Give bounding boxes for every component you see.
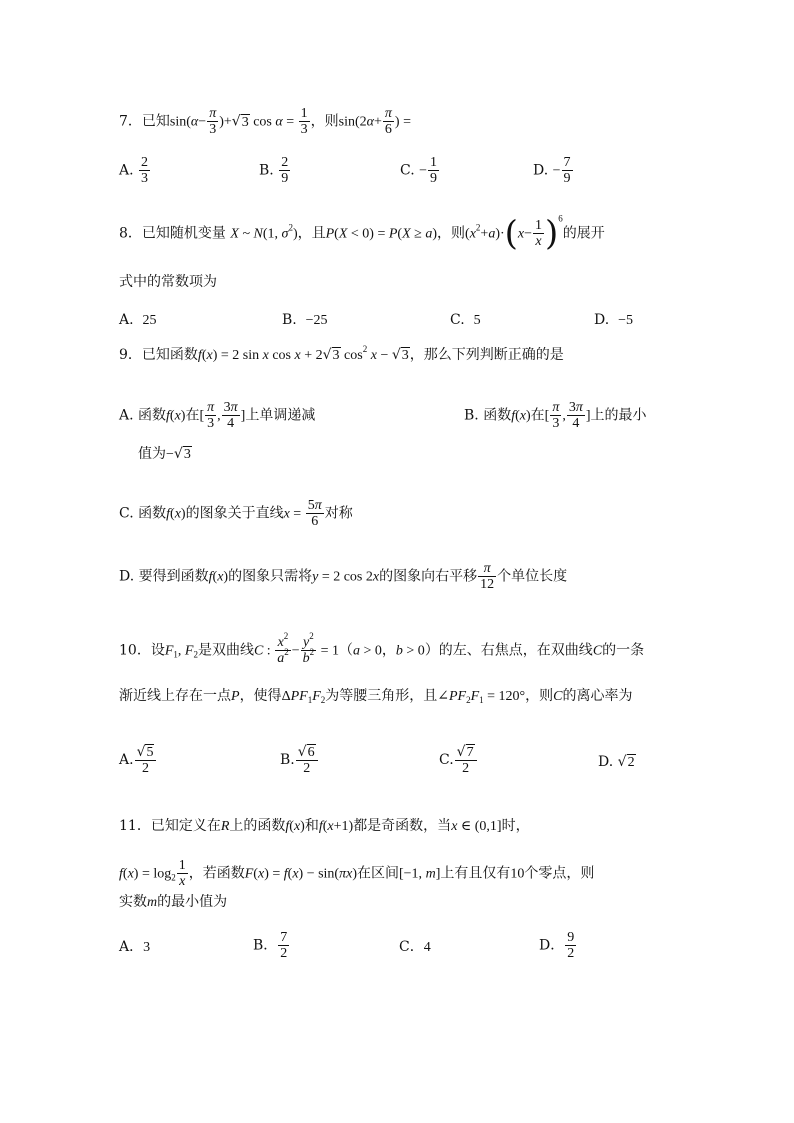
- option-c[interactable]: C. $\frac{√7}{2}$: [439, 744, 478, 776]
- question-9-stem: 9．已知函数f(x) = 2 sin x cos x + 2√3 $\cos^2 x - √3$，那么下列判断正确的是: [119, 344, 564, 363]
- option-d[interactable]: D. − $\frac{7}{9}$: [533, 155, 571, 186]
- option-b[interactable]: B. $\frac{√6}{2}$: [280, 744, 319, 776]
- option-b[interactable]: B. $\frac{2}{9}$: [259, 155, 289, 186]
- option-b[interactable]: B. −25: [282, 312, 328, 328]
- option-d[interactable]: D. −5: [594, 312, 633, 328]
- question-number: 11．已知定义在: [119, 818, 221, 834]
- option-a[interactable]: A．3: [119, 939, 151, 955]
- question-number: 9．: [119, 347, 142, 363]
- option-c[interactable]: C. 5: [450, 312, 481, 328]
- fraction: $\frac{\pi}{6}$: [384, 106, 392, 137]
- option-a[interactable]: A. 25: [119, 312, 157, 328]
- option-d[interactable]: D． $\frac{9}{2}$: [539, 930, 575, 961]
- question-8-stem: 8．已知随机变量 X ~ N(1, $\sigma^2$)，且P(X < 0) = P(X ≥ a)，则$(x^2+a)\cdot(x-$ $\frac{1}{x}$ )$^6$的展开: [119, 213, 605, 254]
- question-number: 10．设: [119, 642, 165, 659]
- question-11-stem-line3: 实数m的最小值为: [119, 894, 228, 910]
- option-c[interactable]: C. 函数f(x)的图象关于直线x = $\frac{5\pi}{6}$ 对称: [119, 498, 353, 529]
- option-b[interactable]: B. 函数f(x)在[ $\frac{\pi}{3}$ , $\frac{3\pi}{4}$ ]上的最小: [464, 400, 647, 431]
- question-8-stem-line2: 式中的常数项为: [119, 274, 217, 290]
- option-a[interactable]: A. 函数f(x)在[ $\frac{\pi}{3}$ , $\frac{3\pi}{4}$ ]上单调递减: [119, 400, 316, 431]
- option-a[interactable]: A. $\frac{2}{3}$: [119, 155, 149, 186]
- question-11-stem-line2: $f(x) = \log_2$ $\frac{1}{x}$ ，若函数F(x) = f(x) − sin(πx)在区间[−1, m]上有且仅有10个零点，则: [119, 858, 595, 889]
- option-c[interactable]: C. − $\frac{1}{9}$: [400, 155, 438, 186]
- question-11-stem: 11．已知定义在R上的函数f(x)和f(x+1)都是奇函数，当x ∈ (0,1]时，: [119, 818, 530, 834]
- option-b-line2: 值为−√3: [138, 446, 191, 462]
- option-c[interactable]: C．4: [399, 939, 431, 955]
- fraction: $\frac{1}{3}$: [300, 106, 308, 137]
- fraction: $\frac{\pi}{3}$: [209, 106, 217, 137]
- option-d[interactable]: D. √2: [598, 754, 635, 770]
- option-d[interactable]: D. 要得到函数f(x)的图象只需将y = 2 cos 2x的图象向右平移 $\frac{\pi}{12}$ 个单位长度: [119, 561, 568, 592]
- question-10-stem-line2: 渐近线上存在一点P，使得$\Delta PF_1F_2$为等腰三角形，且$\angle PF_2F_1 = 120^\circ$，则C的离心率为: [119, 688, 633, 705]
- question-number: 7．: [119, 113, 142, 130]
- option-b[interactable]: B． $\frac{7}{2}$: [253, 930, 288, 961]
- stem-text: 已知: [141, 113, 170, 130]
- option-a[interactable]: A. $\frac{√5}{2}$: [119, 744, 157, 776]
- question-10-stem: 10．设$F_1$, $F_2$是双曲线C : $\frac{x^2}{a^2}$ − $\frac{y^2}{b^2}$ = 1（a > 0，b > 0）的左、右焦点，在双曲线C的一条: [119, 631, 645, 666]
- question-7-stem: 7．已知sin(α− $\frac{\pi}{3}$ )+√3 cos α = $\frac{1}{3}$ ，则sin(2α+ $\frac{\pi}{6}$ ) =: [119, 106, 411, 137]
- question-number: 8．: [119, 225, 142, 242]
